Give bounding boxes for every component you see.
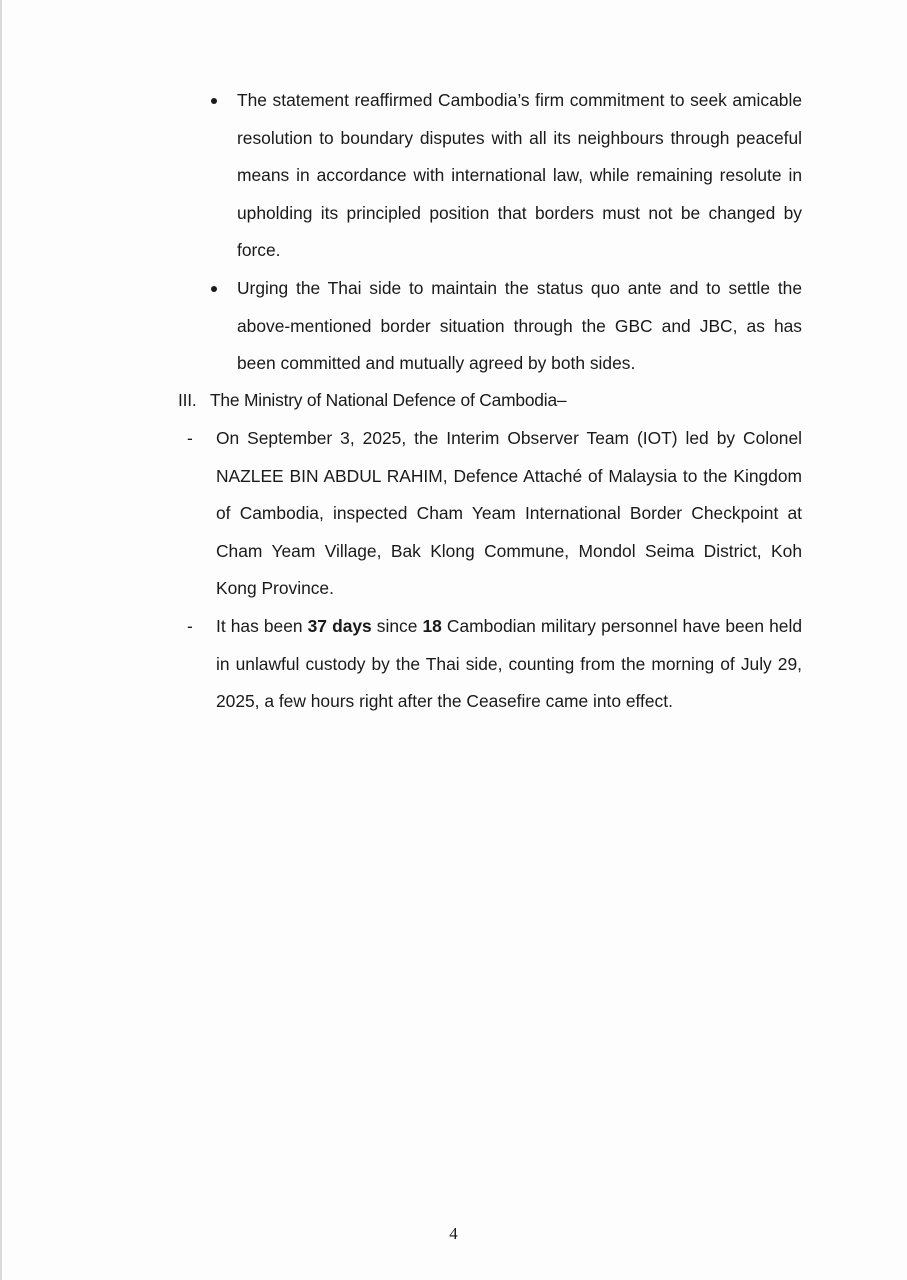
bullet-item-1: The statement reaffirmed Cambodia’s firm commitment to seek amicable resolution to boundary disputes with all its neighbours through peaceful means in accordance with international law, while remaining resolute in upholding its principled position that borders must not be changed by force. xyxy=(237,90,802,261)
section-number: III. xyxy=(178,390,197,410)
item2-text-b: since xyxy=(371,616,423,636)
dash-mark-1: - xyxy=(187,428,193,448)
section-heading xyxy=(178,382,566,420)
days-count: 37 days xyxy=(307,616,372,636)
personnel-count: 18 xyxy=(422,616,442,636)
section-title: The Ministry of National Defence of Cambodia– xyxy=(210,390,567,410)
dash-item-2 xyxy=(216,608,802,721)
bullet-item-2: Urging the Thai side to maintain the status quo ante and to settle the above-mentioned border situation through the GBC and JBC, as has been committed and mutually agreed by both sides. xyxy=(237,278,802,374)
item2-text-a: It has been xyxy=(216,616,308,636)
dash-item-1: On September 3, 2025, the Interim Observer Team (IOT) led by Colonel NAZLEE BIN ABDUL RAHIM, Defence Attaché of Malaysia to the Kingdom of Cambodia, inspected Cham Yeam International Border Checkpoint at Cham Yeam Village, Bak Klong Commune, Mondol Seima District, Koh Kong Province. xyxy=(216,428,802,599)
bullet-dot-1 xyxy=(211,98,217,104)
bullet-dot-2 xyxy=(211,286,217,292)
page-number: 4 xyxy=(449,1224,458,1243)
dash-mark-2: - xyxy=(187,616,193,636)
item2-text-c: Cambodian military personnel have been held in unlawful custody by the Thai side, counting from the morning of July 29, 2025, a few hours right after the Ceasefire came into effect. xyxy=(216,616,802,712)
page-edge xyxy=(0,0,2,1280)
